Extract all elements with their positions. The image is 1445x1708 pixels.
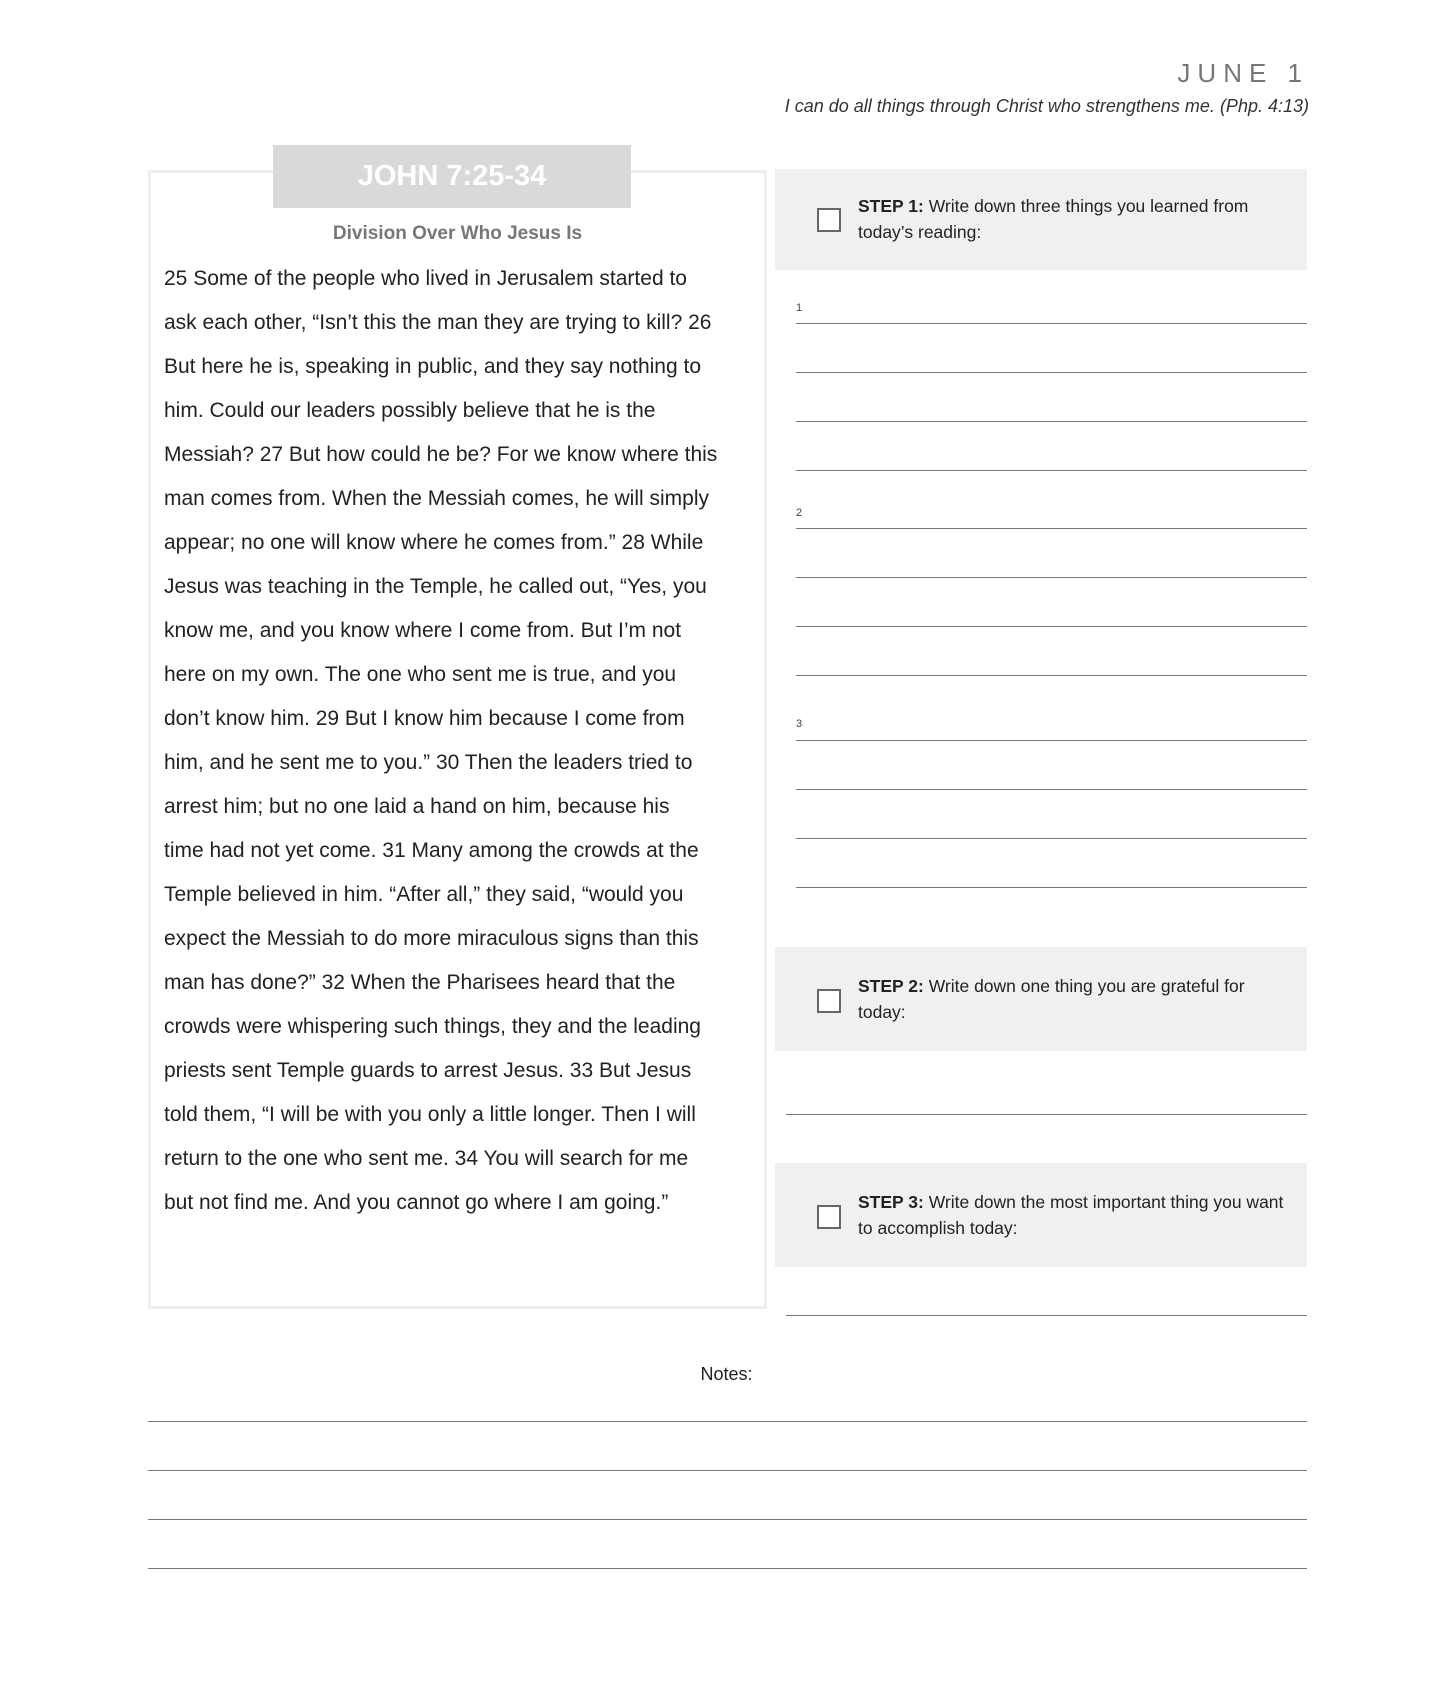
step-3-instruction: Write down the most important thing you want to accomplish today: <box>858 1192 1284 1238</box>
answer-number-3: 3 <box>796 718 803 730</box>
step-1-instruction: Write down three things you learned from today’s reading: <box>858 196 1249 242</box>
step-3-text <box>858 1189 1288 1241</box>
writing-line[interactable] <box>796 626 1307 627</box>
step-3-box <box>775 1163 1307 1267</box>
answer-number-1: 1 <box>796 302 803 314</box>
passage-line: crowds were whispering such things, they and the leading <box>164 1015 701 1038</box>
step-3-label: STEP 3: <box>858 1192 924 1212</box>
writing-line[interactable] <box>796 470 1307 471</box>
passage-line: time had not yet come. 31 Many among the crowds at the <box>164 839 699 862</box>
writing-line[interactable] <box>796 740 1307 741</box>
notes-label: Notes: <box>700 1364 753 1384</box>
answer-number-2: 2 <box>796 507 803 519</box>
passage-line: priests sent Temple guards to arrest Jesus. 33 But Jesus <box>164 1059 692 1082</box>
step-1-text <box>858 193 1288 245</box>
passage-line: appear; no one will know where he comes from.” 28 While <box>164 531 704 554</box>
passage-line: arrest him; but no one laid a hand on him, because his <box>164 795 670 818</box>
passage-line: here on my own. The one who sent me is true, and you <box>164 663 677 686</box>
step-1-label: STEP 1: <box>858 196 924 216</box>
writing-line[interactable] <box>796 323 1307 324</box>
passage-line: him. Could our leaders possibly believe that he is the <box>164 399 656 422</box>
passage-text <box>164 257 717 1225</box>
step-2-instruction: Write down one thing you are grateful for today: <box>858 976 1245 1022</box>
passage-line: him, and he sent me to you.” 30 Then the leaders tried to <box>164 751 693 774</box>
writing-line[interactable] <box>796 887 1307 888</box>
passage-line: 25 Some of the people who lived in Jerusalem started to <box>164 267 687 290</box>
notes-line[interactable] <box>148 1421 1307 1422</box>
writing-line[interactable] <box>786 1114 1307 1115</box>
writing-line[interactable] <box>796 421 1307 422</box>
passage-line: Messiah? 27 But how could he be? For we know where this <box>164 443 718 466</box>
writing-line[interactable] <box>786 1315 1307 1316</box>
notes-line[interactable] <box>148 1519 1307 1520</box>
step-2-checkbox[interactable] <box>817 989 841 1013</box>
writing-line[interactable] <box>796 372 1307 373</box>
passage-line: Jesus was teaching in the Temple, he called out, “Yes, you <box>164 575 707 598</box>
passage-line: don’t know him. 29 But I know him because I come from <box>164 707 685 730</box>
writing-line[interactable] <box>796 577 1307 578</box>
passage-line: Temple believed in him. “After all,” they said, “would you <box>164 883 684 906</box>
date-heading: JUNE 1 <box>1177 58 1309 88</box>
passage-line: expect the Messiah to do more miraculous signs than this <box>164 927 699 950</box>
passage-title-text: JOHN 7:25-34 <box>357 160 547 192</box>
notes-line[interactable] <box>148 1568 1307 1569</box>
step-2-box <box>775 947 1307 1051</box>
writing-line[interactable] <box>796 789 1307 790</box>
passage-line: but not find me. And you cannot go where I am going.” <box>164 1191 669 1214</box>
passage-title <box>273 145 631 208</box>
passage-line: But here he is, speaking in public, and they say nothing to <box>164 355 702 378</box>
writing-line[interactable] <box>796 528 1307 529</box>
step-2-label: STEP 2: <box>858 976 924 996</box>
writing-line[interactable] <box>796 838 1307 839</box>
step-1-box <box>775 169 1307 270</box>
writing-line[interactable] <box>796 675 1307 676</box>
verse-of-the-day: I can do all things through Christ who strengthens me. (Php. 4:13) <box>784 96 1309 116</box>
passage-line: ask each other, “Isn’t this the man they are trying to kill? 26 <box>164 311 712 334</box>
notes-line[interactable] <box>148 1470 1307 1471</box>
passage-line: know me, and you know where I come from. But I’m not <box>164 619 682 642</box>
step-1-checkbox[interactable] <box>817 208 841 232</box>
step-3-checkbox[interactable] <box>817 1205 841 1229</box>
passage-line: man has done?” 32 When the Pharisees heard that the <box>164 971 676 994</box>
passage-line: return to the one who sent me. 34 You will search for me <box>164 1147 689 1170</box>
step-2-text <box>858 973 1288 1025</box>
passage-subtitle: Division Over Who Jesus Is <box>332 223 583 244</box>
passage-line: told them, “I will be with you only a little longer. Then I will <box>164 1103 696 1126</box>
passage-line: man comes from. When the Messiah comes, he will simply <box>164 487 710 510</box>
